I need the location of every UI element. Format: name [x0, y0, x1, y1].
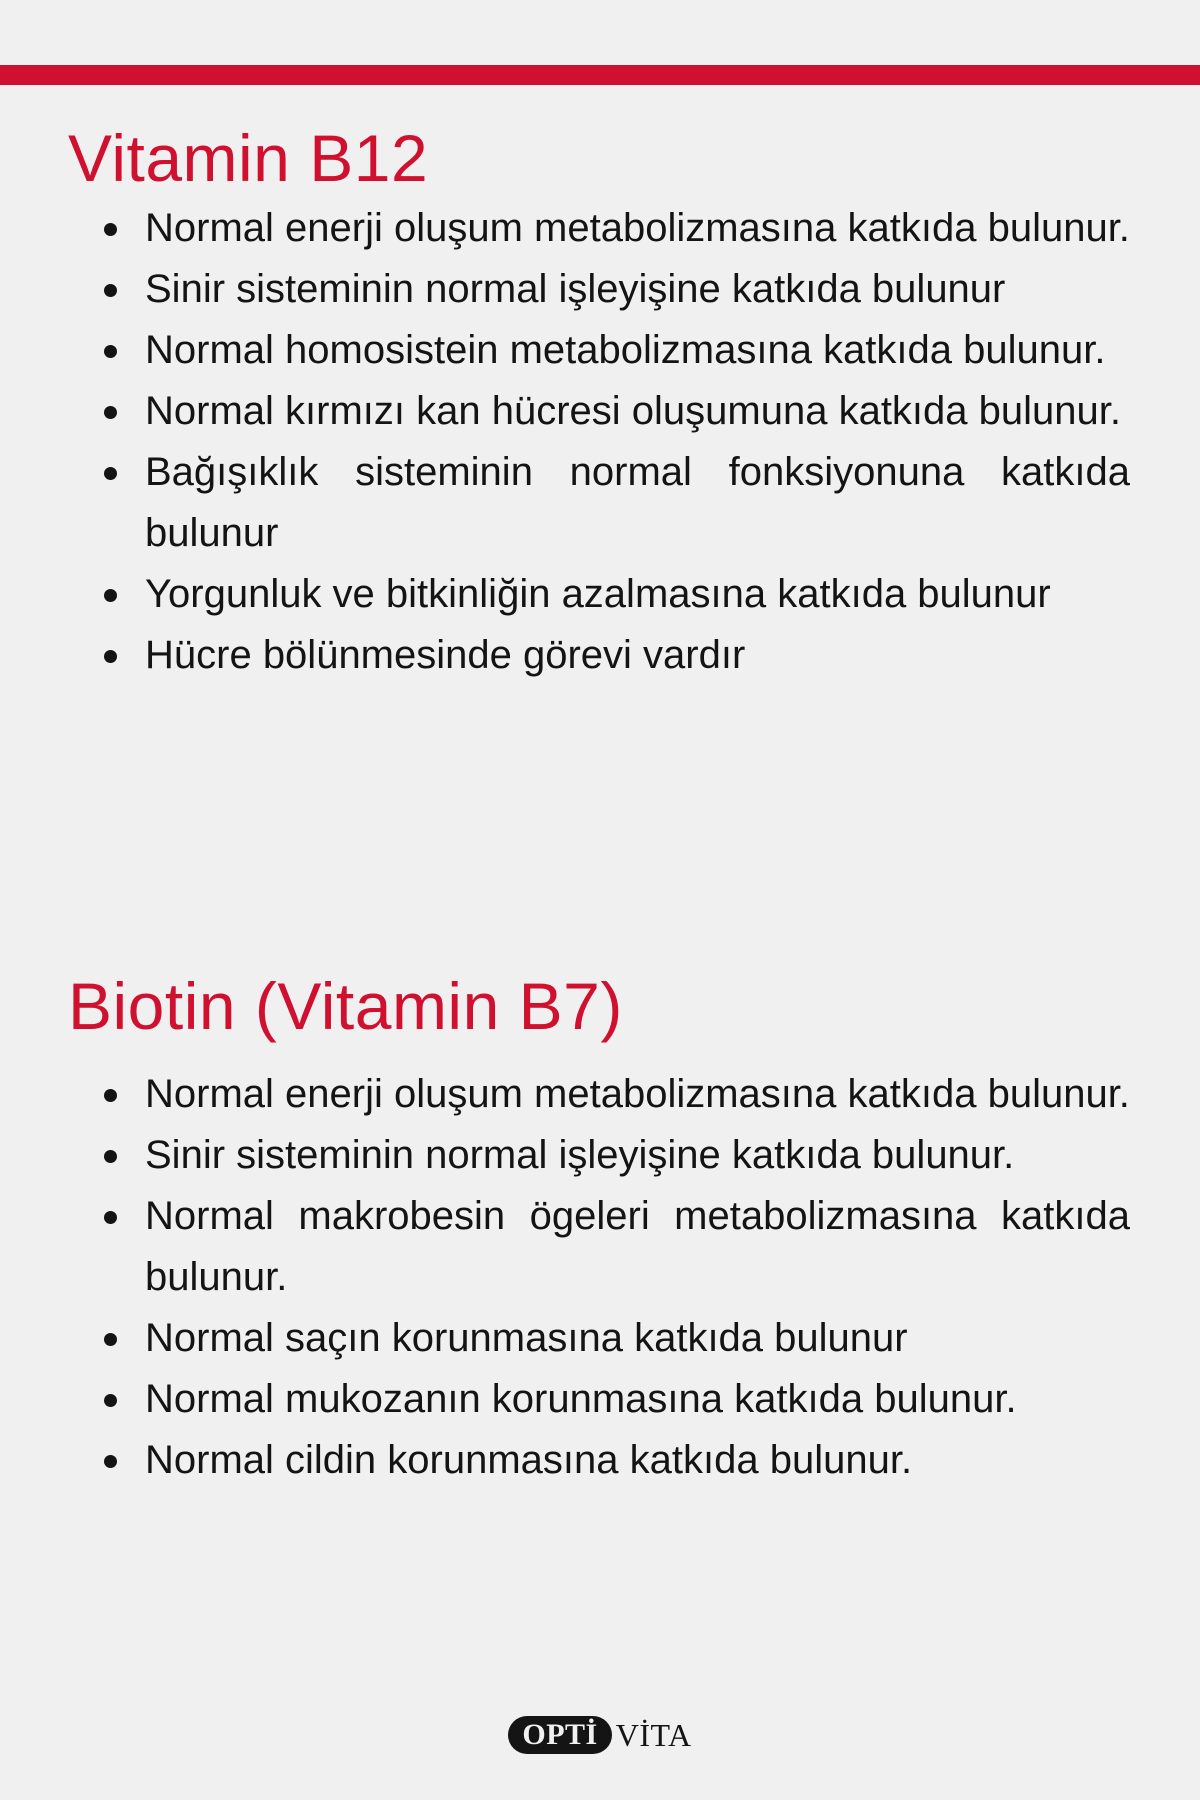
list-item: Normal enerji oluşum metabolizmasına katkıda bulunur. [145, 198, 1130, 259]
list-item: Bağışıklık sisteminin normal fonksiyonuna katkıda bulunur [145, 442, 1130, 564]
logo-vita-text: VİTA [615, 1717, 692, 1753]
list-item: Normal enerji oluşum metabolizmasına katkıda bulunur. [145, 1064, 1130, 1125]
list-item: Normal saçın korunmasına katkıda bulunur [145, 1308, 1130, 1369]
logo-opti-badge: OPTİ [508, 1716, 611, 1754]
section-title: Biotin (Vitamin B7) [68, 969, 623, 1043]
list-item: Normal makrobesin ögeleri metabolizmasına katkıda bulunur. [145, 1186, 1130, 1308]
benefit-list [68, 198, 1130, 686]
list-item: Normal mukozanın korunmasına katkıda bulunur. [145, 1369, 1130, 1430]
top-accent-bar [0, 65, 1200, 85]
list-item: Normal homosistein metabolizmasına katkıda bulunur. [145, 320, 1130, 381]
biotin-section [68, 966, 1130, 1491]
list-item: Yorgunluk ve bitkinliğin azalmasına katkıda bulunur [145, 564, 1130, 625]
section-title: Vitamin B12 [68, 121, 429, 195]
list-item: Normal kırmızı kan hücresi oluşumuna katkıda bulunur. [145, 381, 1130, 442]
brand-logo [0, 1716, 1200, 1754]
list-item: Sinir sisteminin normal işleyişine katkıda bulunur [145, 259, 1130, 320]
list-item: Normal cildin korunmasına katkıda bulunur. [145, 1430, 1130, 1491]
vitamin-b12-section [68, 118, 1130, 686]
benefit-list [68, 1064, 1130, 1491]
list-item: Sinir sisteminin normal işleyişine katkıda bulunur. [145, 1125, 1130, 1186]
list-item: Hücre bölünmesinde görevi vardır [145, 625, 1130, 686]
